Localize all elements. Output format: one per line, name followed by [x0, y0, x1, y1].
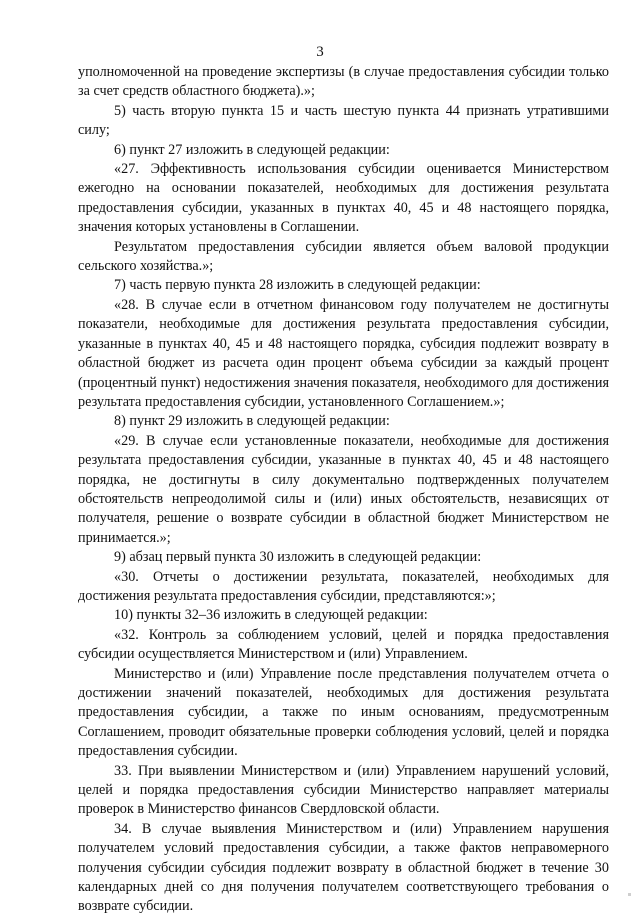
paragraph-continuation: уполномоченной на проведение экспертизы (в случае предоставления субсидии только за счет средств областного бюджета).»; — [78, 64, 609, 100]
paragraph-clause-33: 33. При выявлении Министерством и (или) Управлением нарушений условий, целей и порядка предоставления субсидии Министерство направляет материалы проверок в Министерство финансов Свердловской области. — [78, 762, 609, 818]
paragraph-amendment-9: 9) абзац первый пункта 30 изложить в следующей редакции: — [114, 549, 482, 566]
paragraph-clause-34: 34. В случае выявления Министерством и (или) Управлением нарушения получателем условий предоставления субсидии, а также фактов неправомерного получения субсидии субсидия подлежит возврату в областной бюджет в течение 30 календарных дней со дня получения получателем соответствующего требования о возврате субсидии. — [78, 820, 609, 915]
paragraph-clause-27-result: Результатом предоставления субсидии является объем валовой продукции сельского хозяйства.»; — [78, 238, 609, 275]
paragraph-clause-32-checks: Министерство и (или) Управление после представления получателем отчета о достижении значений показателей, необходимых для достижения результата предоставления субсидии, а также по иным основаниям, предусмотренным Соглашением, проводит обязательные проверки соблюдения условий, целей и порядка предоставления субсидии. — [78, 665, 609, 760]
paragraph-clause-30: «30. Отчеты о достижении результата, показателей, необходимых для достижения результата предоставления субсидии, представляются:»; — [78, 568, 609, 604]
paragraph-amendment-8: 8) пункт 29 изложить в следующей редакции: — [114, 413, 390, 430]
scan-artifact — [628, 893, 631, 896]
paragraph-clause-29: «29. В случае если установленные показатели, необходимые для достижения результата предоставления субсидии, указанные в пунктах 40, 45 и 48 настоящего порядка, не достигнуты в силу документально подтвержденных получателем обстоятельств непреодолимой силы и (или) иных обстоятельств, независящих от получателя, решение о возврате субсидии в областной бюджет Министерством не принимается.»; — [78, 432, 609, 546]
paragraph-clause-28: «28. В случае если в отчетном финансовом году получателем не достигнуты показатели, необходимые для достижения результата предоставления субсидии, указанные в пунктах 40, 45 и 48 настоящего порядка, субсидия подлежит возврату в областной бюджет из расчета один процент объема субсидии за каждый процент (процентный пункт) недостижения значения показателя, необходимого для достижения результата предоставления субсидии, установленного Соглашением.»; — [78, 296, 609, 410]
document-body — [78, 63, 609, 917]
paragraph-amendment-5: 5) часть вторую пункта 15 и часть шестую пункта 44 признать утратившими силу; — [78, 102, 609, 139]
paragraph-amendment-6: 6) пункт 27 изложить в следующей редакции: — [114, 141, 390, 158]
paragraph-clause-27: «27. Эффективность использования субсидии оценивается Министерством ежегодно на основании показателей, необходимых для достижения результата предоставления субсидии, указанных в пунктах 40, 45 и 48 настоящего порядка, значения которых установлены в Соглашении. — [78, 161, 609, 236]
paragraph-clause-32: «32. Контроль за соблюдением условий, целей и порядка предоставления субсидии осуществляется Министерством и (или) Управлением. — [78, 626, 609, 663]
paragraph-amendment-7: 7) часть первую пункта 28 изложить в следующей редакции: — [114, 277, 481, 294]
page-number: 3 — [316, 44, 324, 60]
paragraph-amendment-10: 10) пункты 32–36 изложить в следующей редакции: — [114, 607, 428, 624]
